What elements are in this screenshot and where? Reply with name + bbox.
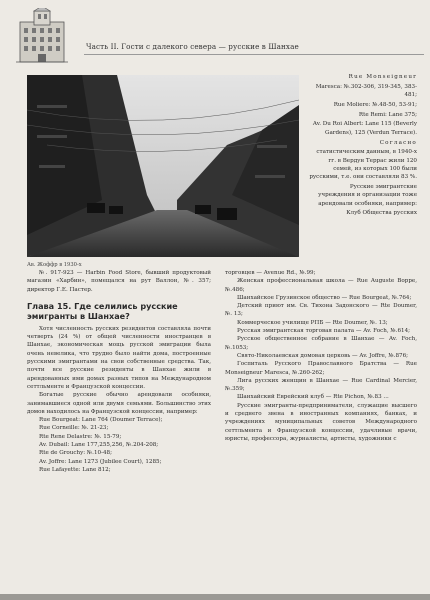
institution-line: Русское общественное собрание в Шанхае — Av. Foch, №.1053;: [225, 336, 417, 351]
paragraph-start: Согласно: [379, 139, 417, 146]
club-line: Клуб Общества русских: [346, 210, 417, 217]
address-line: Rue Bourgeat: Lane 764 (Doumer Terrace);: [39, 417, 163, 424]
building-logo-icon: [14, 8, 70, 66]
page-header: [14, 8, 418, 68]
statistics-paragraph: статистическим данным, в 1940-х гг. в Вердун Террас жили 120 семей, из которых 100 были русскими, т.е. они составляли 83 %.: [309, 149, 417, 181]
institution-line: Свято-Николаевская домовая церковь — Av. Joffre, №.876;: [237, 352, 409, 359]
running-header-title: Часть II. Гости с далекого севера — русские в Шанхае: [86, 42, 299, 51]
street-photo: [27, 75, 299, 257]
right-text-column: [225, 269, 417, 443]
address-line: Rte Remi: Lane 375;: [358, 111, 417, 118]
institution-line: торговцев — Avenue Rd., №.99;: [225, 270, 316, 276]
institution-line: Коммерческое училище РПБ — Rte Doumer, №. 13;: [237, 319, 388, 326]
institution-line: Лига русских женщин в Шанхае — Rue Cardinal Mercier, №.359;: [225, 377, 417, 393]
left-text-column: [27, 269, 211, 474]
institution-line: Госпиталь Русского Православного Братства — Rue Monseigneur Maresca, №.260-262;: [225, 361, 417, 376]
address-line: Av. Du Roi Albert: Lane 115 (Beverly Gardens), 125 (Verdun Terrace).: [312, 121, 417, 136]
institution-line: Шанхайское Грузинское общество — Rue Bourgeat, №.764;: [237, 294, 412, 301]
header-divider: [84, 54, 424, 55]
institutions-paragraph: Русские эмигрантские учреждения и организации тоже арендовали особняки, например:: [318, 184, 417, 207]
body-paragraph: Хотя численность русских резидентов составляла почти четверть (24 %) от общей численности иностранцев в Шанхае, экономическая мощь русской эмиграции была очень невелика, что трудно было найти дома, построенные русскими эмигрантами на свои собственные средства. Так, почти все русские резиденты в Шанхае жили в арендованных ими домах разных типов на Международном сеттльменте и Французской концессии.: [27, 325, 211, 390]
institution-line: Детский приют им. Св. Тихона Задонского — Rte Doumer, №. 13;: [225, 303, 417, 318]
address-line: Rue Corneille: №. 21-23;: [39, 425, 109, 432]
page-bottom-edge: [0, 594, 430, 600]
address-line: Av. Dubail: Lane 177,255,256, №.204-208;: [39, 442, 159, 449]
chapter-title: Глава 15. Где селились русские эмигранты в Шанхае?: [27, 300, 178, 322]
address-line: Rte de Grouchy: №.10-48;: [39, 450, 112, 457]
institution-line: Шанхайский Еврейский клуб — Rte Pichon, №.83 ...: [237, 394, 389, 401]
street-scene-image: [27, 75, 299, 257]
address-line: Rte Rene Delastre: №. 15-79;: [39, 433, 122, 440]
harbin-store-paragraph: №. 917-923 — Harbin Food Store, бывший продуктовый магазин «Харбин», помещался на рут Валлон, №. 357; директор Г.Е. Пастер.: [27, 270, 211, 293]
photo-caption: Ав. Жоффр в 1930-х: [27, 262, 82, 268]
address-line: Maresca: №.302-306, 319-345, 383-481;: [315, 83, 417, 99]
address-line: Av. Joffre: Lane 1273 (Jubilee Court), 1285;: [39, 458, 162, 465]
address-line: Rue Moliere: №.48-50, 53-91;: [333, 101, 417, 108]
address-line: Rue Lafayette: Lane 812;: [39, 466, 111, 473]
institution-line: Русская эмигрантская торговая палата — Av. Foch, №.614;: [237, 328, 411, 335]
body-paragraph: Богатые русские обычно арендовали особняки, занимавшиеся одной или двумя семьями. Большинство этих домов находилось на Французской концессии, например:: [27, 392, 211, 415]
address-list-right: [307, 73, 417, 219]
body-paragraph: Русские эмигранты-предприниматели, служащие высшего и среднего звена в иностранных компаниях, банках, и учреждениях муниципальных советов Международного сеттльмента и Французской концессии, удачливые врачи, юристы, профессора, журналисты, артисты, художники с: [225, 402, 417, 442]
address-line: Rue Monseigneur: [348, 74, 417, 80]
institution-line: Женская профессиональная школа — Rue Auguste Boppe, №.486;: [225, 278, 417, 293]
